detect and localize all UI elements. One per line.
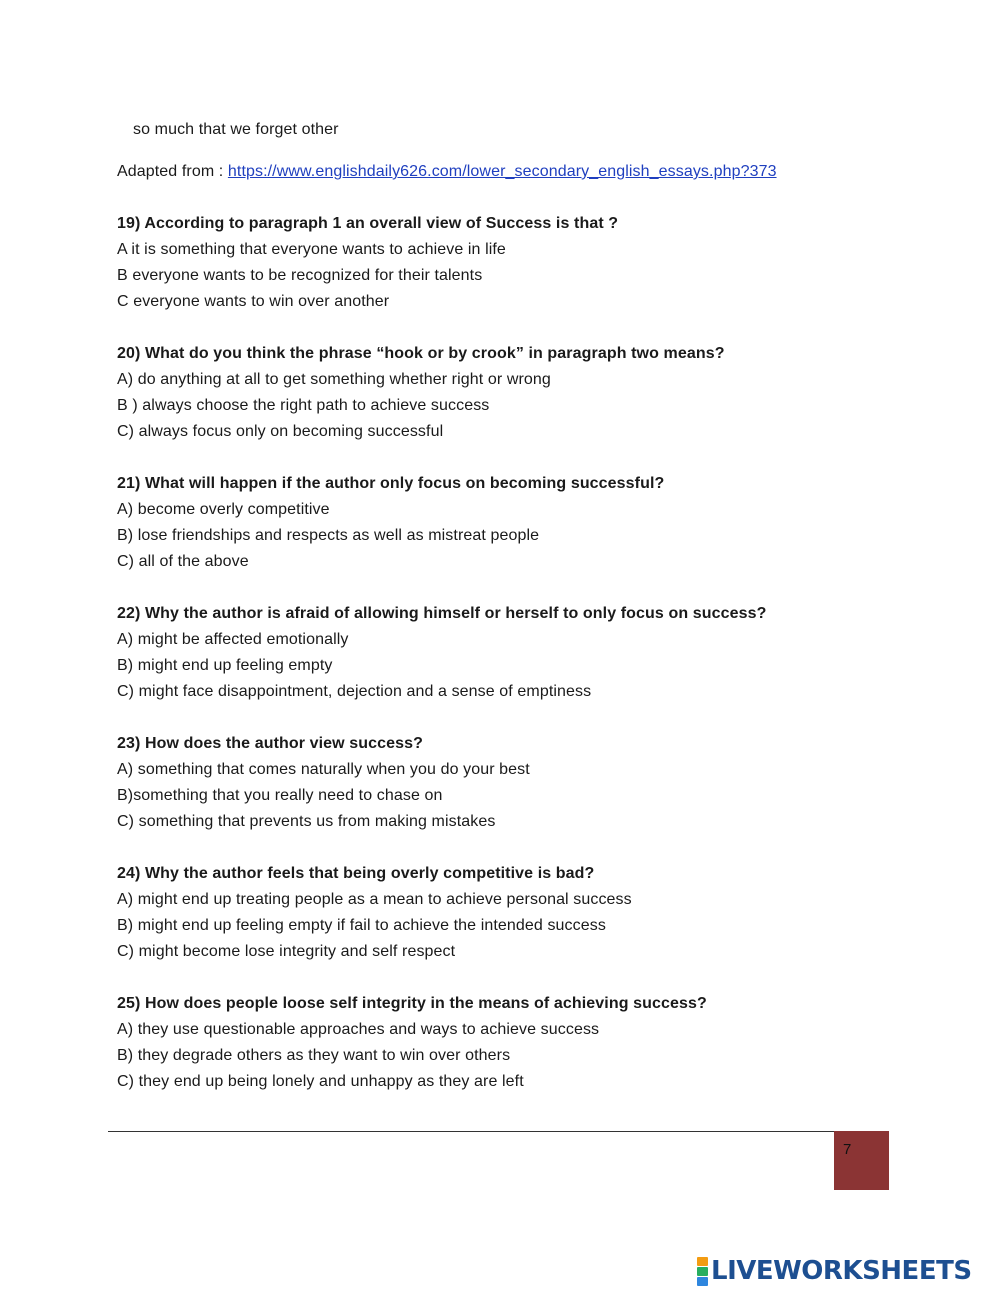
question-22: 22) Why the author is afraid of allowing himself or herself to only focus on success? [117, 605, 767, 622]
option-24a[interactable]: A) might end up treating people as a mean to achieve personal success [117, 891, 632, 908]
page-number-box [834, 1131, 889, 1190]
option-25a[interactable]: A) they use questionable approaches and ways to achieve success [117, 1021, 600, 1038]
logo-block-l [697, 1257, 708, 1266]
option-25c[interactable]: C) they end up being lonely and unhappy as they are left [117, 1073, 524, 1090]
option-23a[interactable]: A) something that comes naturally when you do your best [117, 761, 530, 778]
source-prefix: Adapted from : [117, 163, 224, 180]
logo-block-w [697, 1267, 708, 1276]
intro-tail-text: so much that we forget other [133, 121, 339, 138]
option-21a[interactable]: A) become overly competitive [117, 501, 330, 518]
option-24b[interactable]: B) might end up feeling empty if fail to achieve the intended success [117, 917, 606, 934]
question-23: 23) How does the author view success? [117, 735, 424, 752]
page-number: 7 [843, 1141, 852, 1158]
question-24: 24) Why the author feels that being overly competitive is bad? [117, 865, 595, 882]
source-line [117, 162, 777, 182]
option-19c[interactable]: C everyone wants to win over another [117, 293, 390, 310]
question-21: 21) What will happen if the author only focus on becoming successful? [117, 475, 665, 492]
question-20: 20) What do you think the phrase “hook or by crook” in paragraph two means? [117, 345, 725, 362]
option-22a[interactable]: A) might be affected emotionally [117, 631, 349, 648]
logo-blocks-icon [697, 1257, 708, 1286]
option-25b[interactable]: B) they degrade others as they want to win over others [117, 1047, 511, 1064]
question-25: 25) How does people loose self integrity in the means of achieving success? [117, 995, 707, 1012]
option-20c[interactable]: C) always focus only on becoming successful [117, 423, 444, 440]
option-22b[interactable]: B) might end up feeling empty [117, 657, 333, 674]
option-21b[interactable]: B) lose friendships and respects as well as mistreat people [117, 527, 540, 544]
option-23c[interactable]: C) something that prevents us from making mistakes [117, 813, 496, 830]
option-20a[interactable]: A) do anything at all to get something whether right or wrong [117, 371, 551, 388]
option-20b[interactable]: B ) always choose the right path to achieve success [117, 397, 490, 414]
option-21c[interactable]: C) all of the above [117, 553, 249, 570]
option-19a[interactable]: A it is something that everyone wants to achieve in life [117, 241, 506, 258]
option-24c[interactable]: C) might become lose integrity and self respect [117, 943, 456, 960]
option-23b[interactable]: B)something that you really need to chase on [117, 787, 443, 804]
option-19b[interactable]: B everyone wants to be recognized for their talents [117, 267, 483, 284]
logo-block-s [697, 1277, 708, 1286]
question-19: 19) According to paragraph 1 an overall view of Success is that ? [117, 215, 619, 232]
source-link[interactable]: https://www.englishdaily626.com/lower_secondary_english_essays.php?373 [227, 163, 777, 180]
option-22c[interactable]: C) might face disappointment, dejection and a sense of emptiness [117, 683, 592, 700]
liveworksheets-logo [697, 1256, 972, 1286]
logo-text: LIVEWORKSHEETS [711, 1256, 972, 1286]
footer-divider [108, 1131, 834, 1132]
